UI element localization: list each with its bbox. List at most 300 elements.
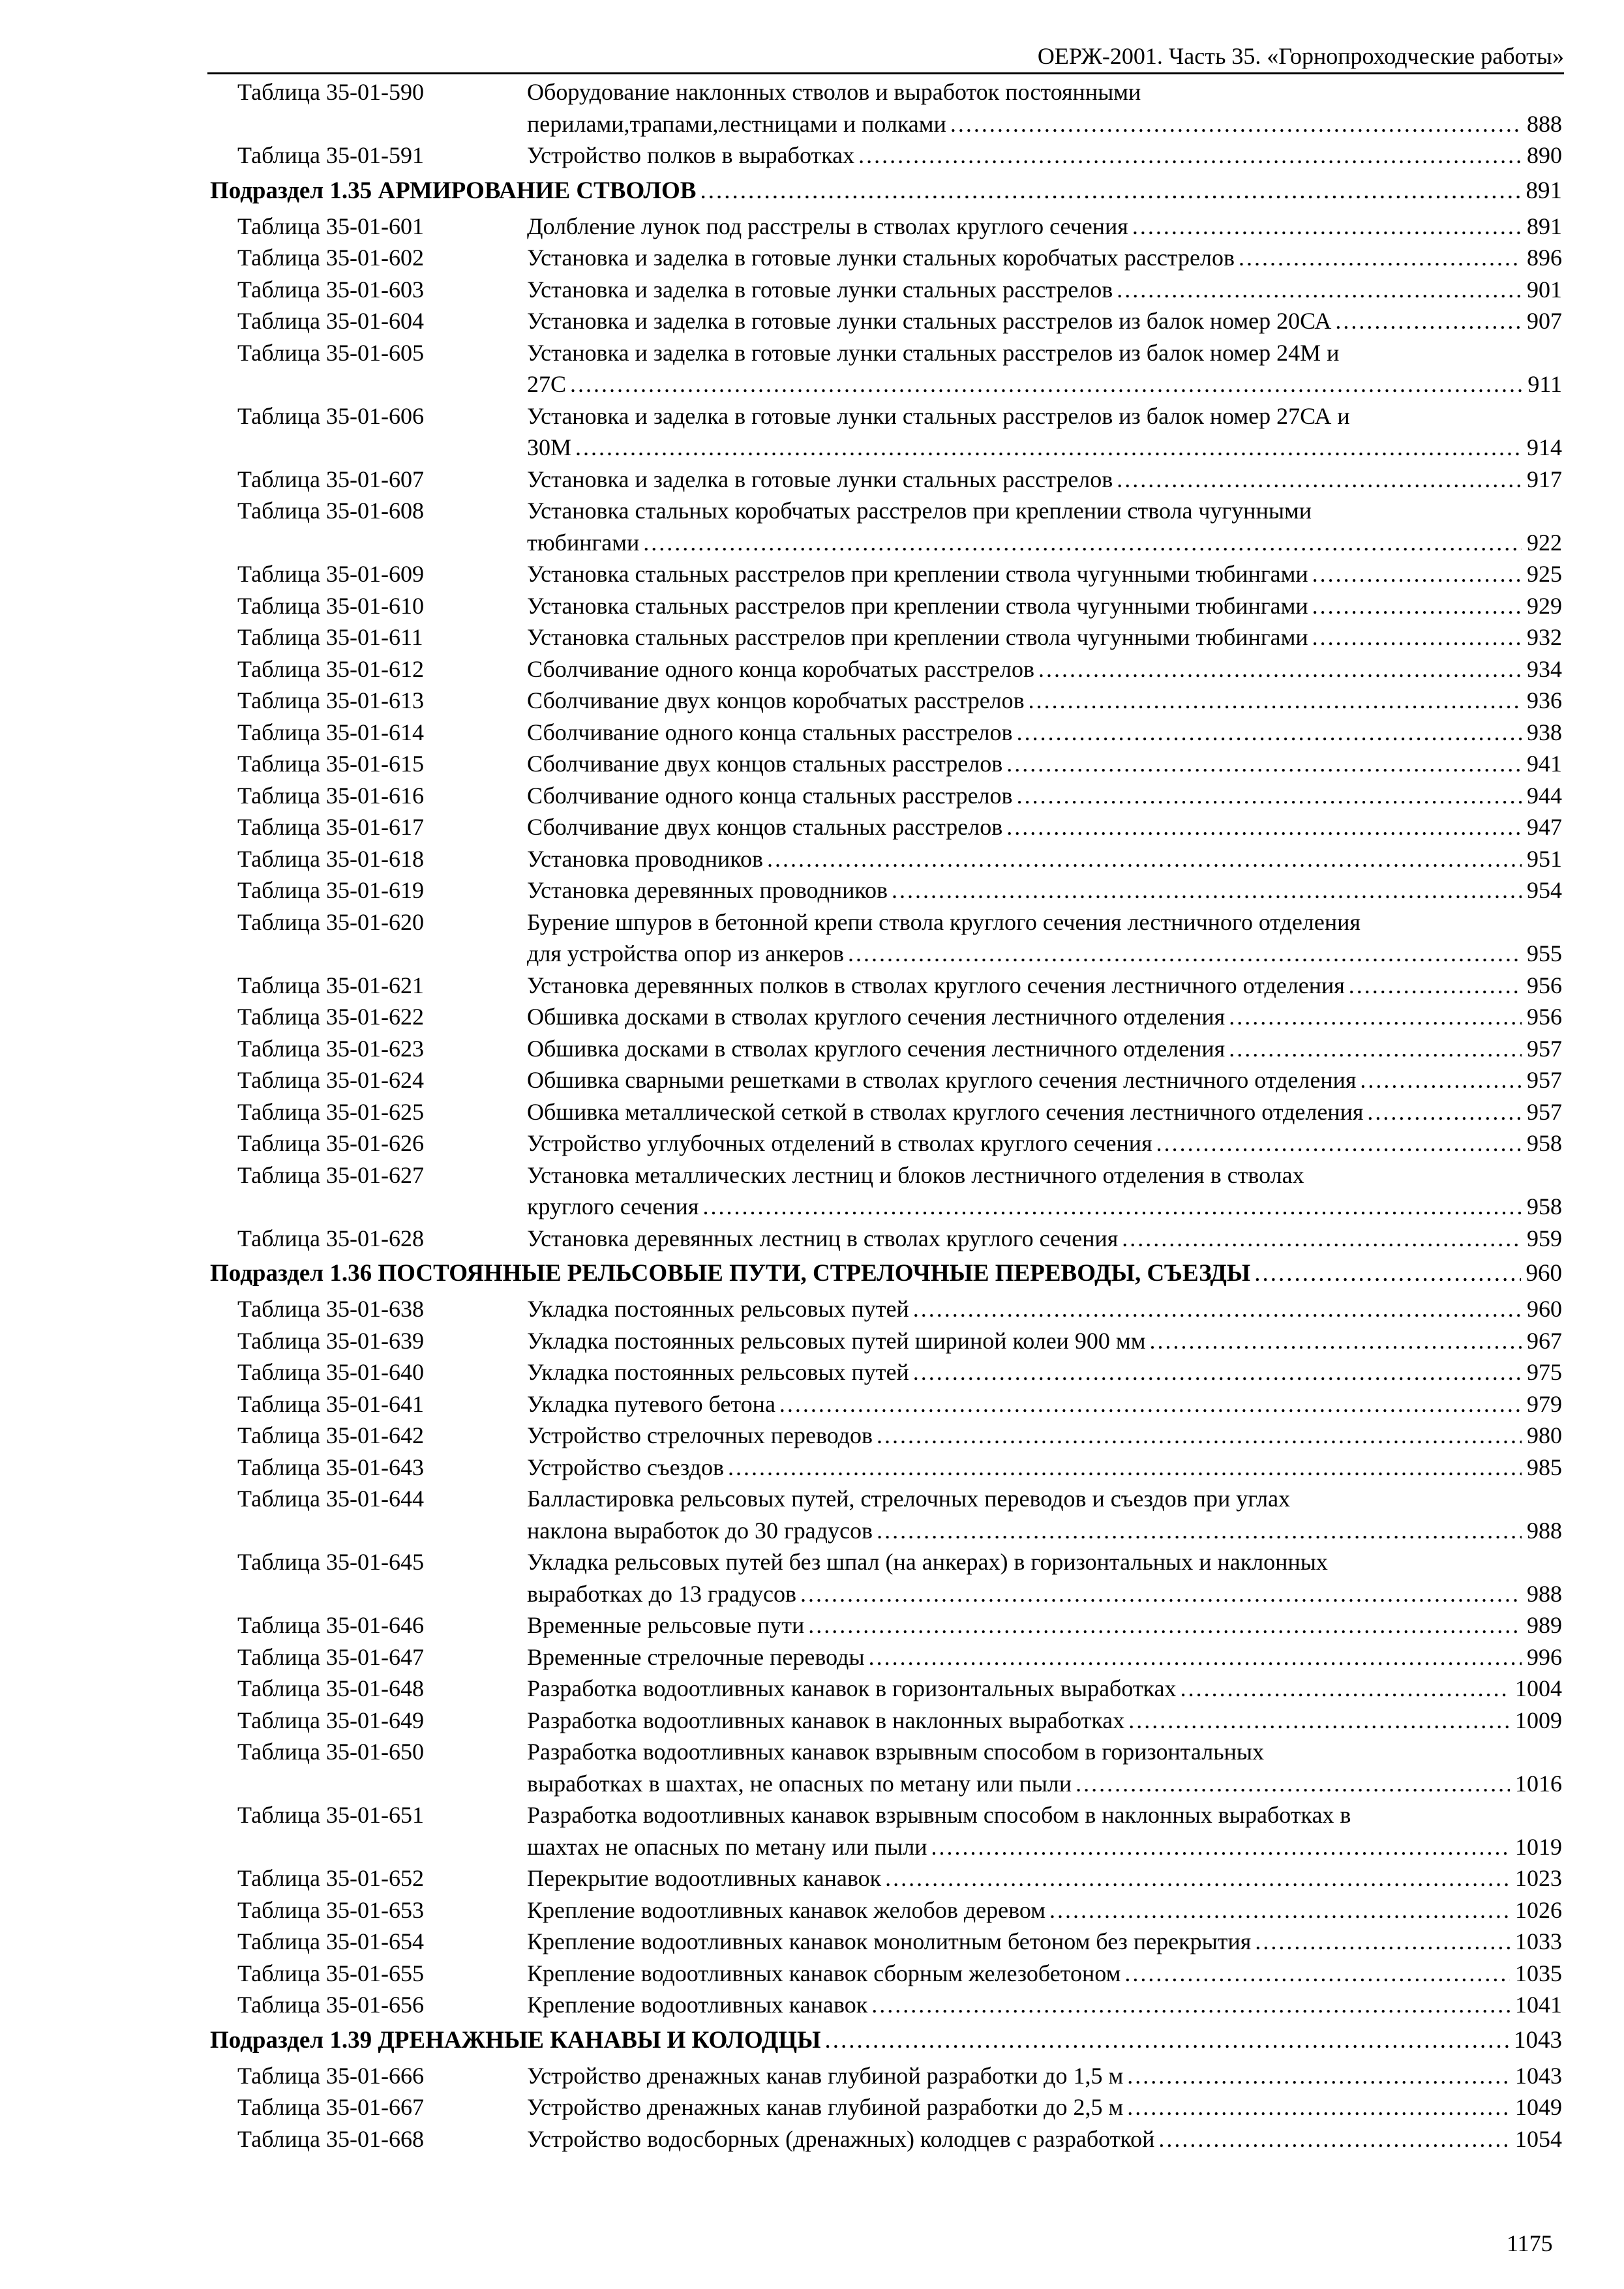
toc-entry[interactable] — [210, 495, 1562, 558]
table-label: Таблица 35-01-603 — [237, 276, 424, 303]
page-ref: 917 — [1527, 466, 1562, 492]
toc-line — [210, 1705, 1562, 1737]
toc-entry[interactable] — [210, 1863, 1562, 1894]
toc-line — [210, 1388, 1562, 1420]
toc-line — [210, 242, 1562, 274]
entry-title: Установка деревянных проводников — [527, 877, 888, 903]
toc-entry[interactable] — [210, 685, 1562, 717]
subsection-row — [210, 1254, 1562, 1293]
dot-leader — [871, 1989, 1510, 2021]
entry-title: Установка проводников — [527, 845, 763, 872]
toc-line — [210, 653, 1562, 685]
table-label: Таблица 35-01-642 — [237, 1422, 424, 1448]
entry-title: Обшивка досками в стволах круглого сечения лестничного отделения — [527, 1004, 1226, 1030]
page-ref: 988 — [1527, 1517, 1562, 1544]
table-of-contents — [210, 76, 1562, 2155]
page-ref: 934 — [1527, 655, 1562, 682]
table-label: Таблица 35-01-615 — [237, 751, 424, 777]
toc-entry[interactable] — [210, 590, 1562, 622]
entry-title: выработках до 13 градусов — [527, 1580, 797, 1607]
toc-entry[interactable] — [210, 337, 1562, 400]
toc-line — [210, 337, 1562, 369]
entry-title-line: Бурение шпуров в бетонной крепи ствола круглого сечения лестничного отделения — [527, 908, 1361, 935]
toc-line — [210, 1033, 1562, 1065]
table-label: Таблица 35-01-609 — [237, 561, 424, 587]
toc-entry[interactable] — [210, 653, 1562, 685]
toc-line — [210, 811, 1562, 843]
dot-leader — [858, 140, 1522, 172]
toc-line — [210, 1420, 1562, 1452]
page-ref: 1016 — [1515, 1770, 1562, 1797]
toc-entry[interactable] — [210, 274, 1562, 306]
dot-leader — [1038, 653, 1522, 685]
page-ref: 922 — [1527, 529, 1562, 556]
table-label: Таблица 35-01-641 — [237, 1390, 424, 1417]
page-ref: 954 — [1527, 877, 1562, 903]
toc-entry[interactable] — [210, 1128, 1562, 1159]
dot-leader — [1075, 1768, 1510, 1800]
toc-entry[interactable] — [210, 1641, 1562, 1673]
toc-line — [210, 1989, 1562, 2021]
table-label: Таблица 35-01-625 — [237, 1098, 424, 1125]
entry-title: Перекрытие водоотливных канавок — [527, 1865, 882, 1891]
dot-leader — [869, 1641, 1522, 1673]
table-label: Таблица 35-01-607 — [237, 466, 424, 492]
table-label: Таблица 35-01-645 — [237, 1549, 424, 1575]
page-ref: 989 — [1527, 1612, 1562, 1638]
toc-entry[interactable] — [210, 1989, 1562, 2021]
dot-leader — [1017, 780, 1522, 812]
subsection-title: Подраздел 1.35 АРМИРОВАНИЕ СТВОЛОВ — [210, 177, 697, 204]
entry-title: Крепление водоотливных канавок сборным железобетоном — [527, 1960, 1121, 1986]
entry-title: Сболчивание одного конца коробчатых расстрелов — [527, 655, 1034, 682]
toc-entry[interactable] — [210, 1388, 1562, 1420]
toc-entry[interactable] — [210, 242, 1562, 274]
page-ref: 911 — [1527, 371, 1562, 397]
table-label: Таблица 35-01-604 — [237, 308, 424, 334]
toc-line — [210, 1546, 1562, 1578]
header-title: ОЕРЖ-2001. Часть 35. «Горнопроходческие работы» — [1037, 43, 1564, 69]
entry-title: перилами,трапами,лестницами и полками — [527, 110, 946, 137]
toc-line — [210, 2091, 1562, 2123]
entry-title: Устройство дренажных канав глубиной разработки до 2,5 м — [527, 2094, 1124, 2120]
toc-line — [210, 1356, 1562, 1388]
table-label: Таблица 35-01-621 — [237, 972, 424, 998]
toc-entry[interactable] — [210, 464, 1562, 496]
toc-line — [210, 1578, 1562, 1610]
toc-entry[interactable] — [210, 843, 1562, 875]
page-ref: 891 — [1526, 177, 1562, 204]
page-ref: 956 — [1527, 972, 1562, 998]
entry-title-line: Установка и заделка в готовые лунки стальных расстрелов из балок номер 27СА и — [527, 402, 1350, 429]
page-ref: 944 — [1527, 782, 1562, 809]
entry-title: Установка стальных расстрелов при креплении ствола чугунными тюбингами — [527, 624, 1308, 650]
entry-title: Разработка водоотливных канавок в горизонтальных выработках — [527, 1675, 1177, 1701]
entry-title: 30М — [527, 434, 572, 460]
entry-title: Установка стальных расстрелов при креплении ствола чугунными тюбингами — [527, 561, 1308, 587]
dot-leader — [1132, 211, 1522, 243]
entry-title: круглого сечения — [527, 1193, 699, 1219]
dot-leader — [848, 938, 1522, 970]
toc-line — [210, 970, 1562, 1002]
toc-entry[interactable] — [210, 1064, 1562, 1096]
dot-leader — [1006, 811, 1522, 843]
page-ref: 1049 — [1515, 2094, 1562, 2120]
table-label: Таблица 35-01-590 — [237, 79, 424, 105]
toc-entry[interactable] — [210, 1096, 1562, 1128]
toc-line — [210, 1641, 1562, 1673]
table-label: Таблица 35-01-652 — [237, 1865, 424, 1891]
toc-line — [210, 1609, 1562, 1641]
toc-line — [210, 1159, 1562, 1191]
toc-line — [210, 1483, 1562, 1515]
dot-leader — [1156, 1128, 1522, 1159]
toc-entry[interactable] — [210, 780, 1562, 812]
entry-title: Разработка водоотливных канавок в наклонных выработках — [527, 1707, 1125, 1733]
dot-leader — [800, 1578, 1522, 1610]
page-ref: 1026 — [1515, 1896, 1562, 1923]
table-label: Таблица 35-01-602 — [237, 245, 424, 271]
table-label: Таблица 35-01-647 — [237, 1643, 424, 1670]
table-label: Таблица 35-01-626 — [237, 1130, 424, 1156]
entry-title: Крепление водоотливных канавок желобов деревом — [527, 1896, 1045, 1923]
toc-entry[interactable] — [210, 1001, 1562, 1033]
table-label: Таблица 35-01-654 — [237, 1928, 424, 1954]
toc-line — [210, 1736, 1562, 1768]
toc-entry[interactable] — [210, 1894, 1562, 1926]
table-label: Таблица 35-01-617 — [237, 814, 424, 840]
toc-line — [210, 938, 1562, 970]
toc-entry[interactable] — [210, 1673, 1562, 1705]
table-label: Таблица 35-01-616 — [237, 782, 424, 809]
table-label: Таблица 35-01-614 — [237, 719, 424, 745]
toc-line — [210, 1831, 1562, 1863]
table-label: Таблица 35-01-655 — [237, 1960, 424, 1986]
toc-line — [210, 1894, 1562, 1926]
entry-title: Устройство дренажных канав глубиной разработки до 1,5 м — [527, 2062, 1124, 2089]
page-ref: 936 — [1527, 687, 1562, 713]
toc-entry[interactable] — [210, 140, 1562, 172]
dot-leader — [877, 1515, 1522, 1547]
page-ref: 1009 — [1515, 1707, 1562, 1733]
table-label: Таблица 35-01-643 — [237, 1454, 424, 1480]
toc-entry[interactable] — [210, 1926, 1562, 1958]
dot-leader — [913, 1293, 1522, 1325]
entry-title-line: Оборудование наклонных стволов и выработок постоянными — [527, 79, 1141, 105]
subsection-row — [210, 172, 1562, 211]
toc-line — [210, 621, 1562, 653]
table-label: Таблица 35-01-646 — [237, 1612, 424, 1638]
toc-entry[interactable] — [210, 211, 1562, 243]
table-label: Таблица 35-01-613 — [237, 687, 424, 713]
toc-entry[interactable] — [210, 748, 1562, 780]
entry-title-line: Установка стальных коробчатых расстрелов при креплении ствола чугунными — [527, 498, 1312, 524]
page-ref: 1023 — [1515, 1865, 1562, 1891]
table-label: Таблица 35-01-601 — [237, 213, 424, 239]
toc-entry[interactable] — [210, 76, 1562, 140]
table-label: Таблица 35-01-638 — [237, 1296, 424, 1322]
entry-title-line: Установка металлических лестниц и блоков лестничного отделения в стволах — [527, 1161, 1304, 1188]
dot-leader — [931, 1831, 1511, 1863]
toc-line — [210, 2060, 1562, 2092]
toc-entry[interactable] — [210, 1483, 1562, 1546]
page-ref: 1004 — [1515, 1675, 1562, 1701]
toc-line — [210, 1799, 1562, 1831]
page-number: 1175 — [1507, 2230, 1553, 2256]
dot-leader — [700, 172, 1520, 211]
page-ref: 1033 — [1515, 1928, 1562, 1954]
dot-leader — [1360, 1064, 1522, 1096]
toc-line — [210, 906, 1562, 938]
toc-line — [210, 108, 1562, 140]
entry-title: Укладка постоянных рельсовых путей шириной колеи 900 мм — [527, 1327, 1146, 1354]
page-ref: 980 — [1527, 1422, 1562, 1448]
dot-leader — [1127, 2091, 1510, 2123]
toc-line — [210, 1452, 1562, 1484]
dot-leader — [1180, 1673, 1510, 1705]
page-ref: 951 — [1527, 845, 1562, 872]
page-ref: 958 — [1527, 1193, 1562, 1219]
dot-leader — [1158, 2123, 1510, 2155]
page-ref: 891 — [1527, 213, 1562, 239]
toc-entry[interactable] — [210, 875, 1562, 906]
table-label: Таблица 35-01-644 — [237, 1486, 424, 1512]
toc-entry[interactable] — [210, 2123, 1562, 2155]
page-ref: 929 — [1527, 592, 1562, 619]
entry-title: Сболчивание двух концов коробчатых расстрелов — [527, 687, 1025, 713]
toc-subsection[interactable] — [210, 172, 1562, 211]
page-ref: 938 — [1527, 719, 1562, 745]
toc-line — [210, 590, 1562, 622]
entry-title: Временные стрелочные переводы — [527, 1643, 865, 1670]
page-ref: 914 — [1527, 434, 1562, 460]
dot-leader — [1029, 685, 1522, 717]
table-label: Таблица 35-01-620 — [237, 908, 424, 935]
toc-line — [210, 400, 1562, 432]
toc-entry[interactable] — [210, 1452, 1562, 1484]
dot-leader — [702, 1191, 1522, 1223]
toc-line — [210, 1293, 1562, 1325]
toc-entry[interactable] — [210, 1356, 1562, 1388]
toc-line — [210, 432, 1562, 464]
toc-entry[interactable] — [210, 1325, 1562, 1357]
table-label: Таблица 35-01-640 — [237, 1359, 424, 1385]
toc-entry[interactable] — [210, 1293, 1562, 1325]
toc-line — [210, 1001, 1562, 1033]
dot-leader — [1127, 2060, 1510, 2092]
entry-title: тюбингами — [527, 529, 640, 556]
page-ref: 890 — [1527, 142, 1562, 168]
page-ref: 1019 — [1515, 1833, 1562, 1860]
page-ref: 956 — [1527, 1004, 1562, 1030]
dot-leader — [779, 1388, 1522, 1420]
toc-line — [210, 685, 1562, 717]
toc-entry[interactable] — [210, 1736, 1562, 1799]
dot-leader — [570, 368, 1522, 400]
page-ref: 1043 — [1514, 2026, 1562, 2054]
toc-line — [210, 1223, 1562, 1255]
toc-line — [210, 1064, 1562, 1096]
toc-line — [210, 717, 1562, 749]
toc-entry[interactable] — [210, 906, 1562, 970]
dot-leader — [824, 2021, 1509, 2060]
page-ref: 1041 — [1515, 1992, 1562, 2018]
toc-line — [210, 1325, 1562, 1357]
entry-title-line: Укладка рельсовых путей без шпал (на анкерах) в горизонтальных и наклонных — [527, 1549, 1328, 1575]
entry-title: Установка и заделка в готовые лунки стальных расстрелов — [527, 276, 1113, 303]
table-label: Таблица 35-01-618 — [237, 845, 424, 872]
toc-line — [210, 875, 1562, 906]
table-label: Таблица 35-01-650 — [237, 1739, 424, 1765]
toc-entry[interactable] — [210, 717, 1562, 749]
toc-entry[interactable] — [210, 1223, 1562, 1255]
toc-entry[interactable] — [210, 2091, 1562, 2123]
dot-leader — [767, 843, 1522, 875]
page-ref: 1054 — [1515, 2125, 1562, 2152]
table-label: Таблица 35-01-619 — [237, 877, 424, 903]
entry-title: Укладка постоянных рельсовых путей — [527, 1359, 909, 1385]
table-label: Таблица 35-01-606 — [237, 402, 424, 429]
entry-title: Сболчивание двух концов стальных расстрелов — [527, 814, 1003, 840]
page-ref: 901 — [1527, 276, 1562, 303]
entry-title: Установка деревянных полков в стволах круглого сечения лестничного отделения — [527, 972, 1345, 998]
toc-subsection[interactable] — [210, 1254, 1562, 1293]
toc-entry[interactable] — [210, 1705, 1562, 1737]
toc-entry[interactable] — [210, 1420, 1562, 1452]
dot-leader — [728, 1452, 1522, 1484]
page-ref: 957 — [1527, 1098, 1562, 1125]
toc-entry[interactable] — [210, 1159, 1562, 1223]
dot-leader — [808, 1609, 1522, 1641]
toc-line — [210, 1128, 1562, 1159]
toc-line — [210, 368, 1562, 400]
toc-subsection[interactable] — [210, 2021, 1562, 2060]
dot-leader — [1255, 1926, 1510, 1958]
entry-title: Устройство углубочных отделений в стволах круглого сечения — [527, 1130, 1152, 1156]
entry-title: Обшивка сварными решетками в стволах круглого сечения лестничного отделения — [527, 1067, 1357, 1093]
subsection-title: Подраздел 1.36 ПОСТОЯННЫЕ РЕЛЬСОВЫЕ ПУТИ, СТРЕЛОЧНЫЕ ПЕРЕВОДЫ, СЪЕЗДЫ — [210, 1260, 1251, 1287]
toc-entry[interactable] — [210, 1546, 1562, 1609]
page-ref: 932 — [1527, 624, 1562, 650]
table-label: Таблица 35-01-627 — [237, 1161, 424, 1188]
toc-line — [210, 843, 1562, 875]
page-ref: 888 — [1527, 110, 1562, 137]
toc-line — [210, 2123, 1562, 2155]
toc-line — [210, 305, 1562, 337]
page-ref: 957 — [1527, 1035, 1562, 1062]
page-ref: 960 — [1527, 1296, 1562, 1322]
dot-leader — [1006, 748, 1522, 780]
toc-entry[interactable] — [210, 2060, 1562, 2092]
entry-title: Установка и заделка в готовые лунки стальных коробчатых расстрелов — [527, 245, 1235, 271]
toc-entry[interactable] — [210, 811, 1562, 843]
dot-leader — [892, 875, 1522, 906]
table-label: Таблица 35-01-622 — [237, 1004, 424, 1030]
dot-leader — [885, 1863, 1510, 1894]
toc-line — [210, 527, 1562, 559]
table-label: Таблица 35-01-649 — [237, 1707, 424, 1733]
dot-leader — [913, 1356, 1522, 1388]
toc-entry[interactable] — [210, 970, 1562, 1002]
toc-entry[interactable] — [210, 1609, 1562, 1641]
toc-entry[interactable] — [210, 558, 1562, 590]
entry-title: для устройства опор из анкеров — [527, 940, 845, 966]
entry-title: Обшивка металлической сеткой в стволах круглого сечения лестничного отделения — [527, 1098, 1364, 1125]
page-ref: 896 — [1527, 245, 1562, 271]
table-label: Таблица 35-01-623 — [237, 1035, 424, 1062]
entry-title: Установка стальных расстрелов при креплении ствола чугунными тюбингами — [527, 592, 1308, 619]
entry-title-line: Разработка водоотливных канавок взрывным способом в наклонных выработках в — [527, 1802, 1351, 1828]
page-ref: 979 — [1527, 1390, 1562, 1417]
table-label: Таблица 35-01-628 — [237, 1225, 424, 1251]
toc-entry[interactable] — [210, 1033, 1562, 1065]
toc-line — [210, 1863, 1562, 1894]
table-label: Таблица 35-01-612 — [237, 655, 424, 682]
toc-entry[interactable] — [210, 305, 1562, 337]
entry-title: Установка деревянных лестниц в стволах круглого сечения — [527, 1225, 1119, 1251]
dot-leader — [1312, 621, 1522, 653]
entry-title-line: Балластировка рельсовых путей, стрелочных переводов и съездов при углах — [527, 1486, 1291, 1512]
page-ref: 955 — [1527, 940, 1562, 966]
entry-title: наклона выработок до 30 градусов — [527, 1517, 873, 1544]
entry-title: Установка и заделка в готовые лунки стальных расстрелов — [527, 466, 1113, 492]
entry-title: Обшивка досками в стволах круглого сечения лестничного отделения — [527, 1035, 1226, 1062]
table-label: Таблица 35-01-668 — [237, 2125, 424, 2152]
page-ref: 988 — [1527, 1580, 1562, 1607]
table-label: Таблица 35-01-667 — [237, 2094, 424, 2120]
toc-entry[interactable] — [210, 621, 1562, 653]
toc-line — [210, 1958, 1562, 1990]
toc-line — [210, 1515, 1562, 1547]
toc-entry[interactable] — [210, 1799, 1562, 1863]
page-ref: 985 — [1527, 1454, 1562, 1480]
entry-title: Сболчивание одного конца стальных расстрелов — [527, 782, 1013, 809]
dot-leader — [1239, 242, 1522, 274]
entry-title: Сболчивание двух концов стальных расстрелов — [527, 751, 1003, 777]
table-label: Таблица 35-01-666 — [237, 2062, 424, 2089]
page-ref: 947 — [1527, 814, 1562, 840]
entry-title: Устройство полков в выработках — [527, 142, 855, 168]
page-ref: 958 — [1527, 1130, 1562, 1156]
page-ref: 967 — [1527, 1327, 1562, 1354]
entry-title: Установка и заделка в готовые лунки стальных расстрелов из балок номер 20СА — [527, 308, 1332, 334]
entry-title: 27С — [527, 371, 567, 397]
page-ref: 1035 — [1515, 1960, 1562, 1986]
toc-line — [210, 1191, 1562, 1223]
dot-leader — [1150, 1325, 1522, 1357]
dot-leader — [1312, 590, 1522, 622]
toc-line — [210, 464, 1562, 496]
toc-line — [210, 1673, 1562, 1705]
entry-title: Укладка постоянных рельсовых путей — [527, 1296, 909, 1322]
toc-entry[interactable] — [210, 1958, 1562, 1990]
subsection-row — [210, 2021, 1562, 2060]
entry-title: Крепление водоотливных канавок монолитным бетоном без перекрытия — [527, 1928, 1252, 1954]
entry-title-line: Разработка водоотливных канавок взрывным способом в горизонтальных — [527, 1739, 1265, 1765]
toc-line — [210, 780, 1562, 812]
dot-leader — [1128, 1705, 1510, 1737]
page-ref: 959 — [1527, 1225, 1562, 1251]
toc-line — [210, 1926, 1562, 1958]
dot-leader — [1367, 1096, 1522, 1128]
subsection-title: Подраздел 1.39 ДРЕНАЖНЫЕ КАНАВЫ И КОЛОДЦЫ — [210, 2026, 821, 2054]
toc-line — [210, 748, 1562, 780]
toc-line — [210, 1768, 1562, 1800]
toc-entry[interactable] — [210, 400, 1562, 464]
entry-title-line: Установка и заделка в готовые лунки стальных расстрелов из балок номер 24М и — [527, 339, 1340, 366]
toc-line — [210, 274, 1562, 306]
dot-leader — [1335, 305, 1522, 337]
